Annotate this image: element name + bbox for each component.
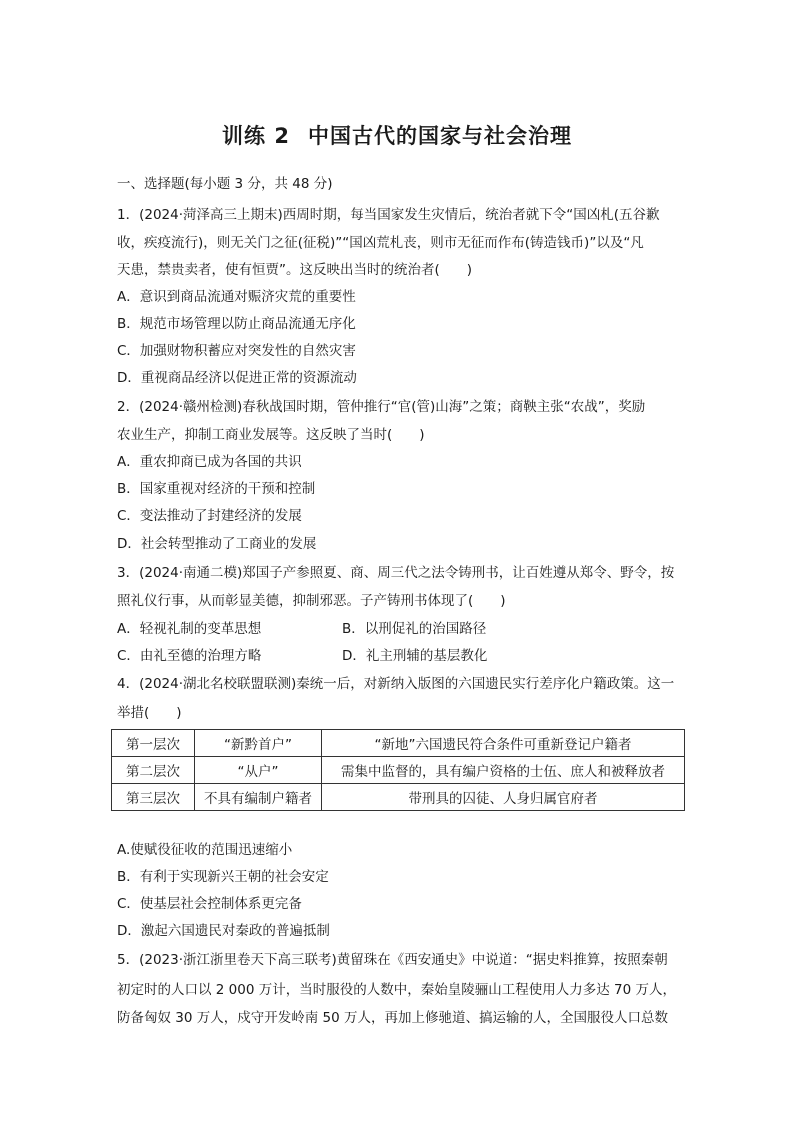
q5-line-1: 5．(2023·浙江浙里卷天下高三联考)黄留珠在《西安通史》中说道：“据史料推算，按照秦朝 (117, 952, 668, 968)
q1-option-a[interactable]: A．意识到商品流通对赈济灾荒的重要性 (117, 289, 356, 305)
q3-option-a[interactable]: A．轻视礼制的变革思想 (117, 621, 262, 637)
table-cell: 第一层次 (112, 730, 195, 757)
q5-line-3: 防备匈奴 30 万人，戍守开发岭南 50 万人，再加上修驰道、搞运输的人，全国服役人口总数 (117, 1010, 669, 1026)
q3-option-b[interactable]: B．以刑促礼的治国路径 (342, 621, 487, 637)
table-cell: “新黔首户” (195, 730, 322, 757)
table-cell: 第二层次 (112, 757, 195, 784)
household-policy-table (111, 729, 685, 811)
q1-line-3: 天患，禁贵卖者，使有恒贾”。这反映出当时的统治者( ) (117, 262, 473, 278)
q1-line-2: 收，疾疫流行)，则无关门之征(征税)”“国凶荒札丧，则市无征而作布(铸造钱币)”以及“凡 (117, 235, 644, 251)
q3-line-2: 照礼仪行事，从而彰显美德，抑制邪恶。子产铸刑书体现了( ) (117, 593, 506, 609)
table-cell: 带刑具的囚徒、人身归属官府者 (322, 784, 685, 811)
q2-line-2: 农业生产，抑制工商业发展等。这反映了当时( ) (117, 427, 425, 443)
table-row (112, 730, 685, 757)
table-cell: “新地”六国遗民符合条件可重新登记户籍者 (322, 730, 685, 757)
title-main: 中国古代的国家与社会治理 (307, 124, 572, 148)
q1-option-c[interactable]: C．加强财物积蓄应对突发性的自然灾害 (117, 343, 356, 359)
q3-option-d[interactable]: D．礼主刑辅的基层教化 (342, 648, 488, 664)
title-prefix: 训练 2 (222, 124, 290, 148)
q2-option-c[interactable]: C．变法推动了封建经济的发展 (117, 508, 302, 524)
q4-option-d[interactable]: D．激起六国遗民对秦政的普遍抵制 (117, 923, 330, 939)
q4-line-2: 举措( ) (117, 705, 182, 721)
table-cell: 不具有编制户籍者 (195, 784, 322, 811)
table-cell: 需集中监督的，具有编户资格的士伍、庶人和被释放者 (322, 757, 685, 784)
q3-line-1: 3．(2024·南通二模)郑国子产参照夏、商、周三代之法令铸刑书，让百姓遵从郑令、野令，按 (117, 565, 675, 581)
table-row (112, 784, 685, 811)
page-title (0, 120, 794, 150)
table-row (112, 757, 685, 784)
q3-option-c[interactable]: C．由礼至德的治理方略 (117, 648, 262, 664)
q1-line-1: 1．(2024·菏泽高三上期末)西周时期，每当国家发生灾情后，统治者就下令“国凶札(五谷歉 (117, 207, 660, 223)
q2-option-d[interactable]: D．社会转型推动了工商业的发展 (117, 536, 317, 552)
q2-option-a[interactable]: A．重农抑商已成为各国的共识 (117, 454, 302, 470)
q4-option-c[interactable]: C．使基层社会控制体系更完备 (117, 896, 302, 912)
q4-option-a[interactable]: A.使赋役征收的范围迅速缩小 (117, 842, 293, 858)
q2-option-b[interactable]: B．国家重视对经济的干预和控制 (117, 481, 316, 497)
section-heading: 一、选择题(每小题 3 分，共 48 分) (117, 176, 333, 192)
table-cell: “从户” (195, 757, 322, 784)
table-cell: 第三层次 (112, 784, 195, 811)
q2-line-1: 2．(2024·赣州检测)春秋战国时期，管仲推行“官(管)山海”之策；商鞅主张“农战”，奖励 (117, 399, 646, 415)
q1-option-b[interactable]: B．规范市场管理以防止商品流通无序化 (117, 316, 356, 332)
q4-option-b[interactable]: B．有利于实现新兴王朝的社会安定 (117, 869, 329, 885)
q4-line-1: 4．(2024·湖北名校联盟联测)秦统一后，对新纳入版图的六国遗民实行差序化户籍政策。这一 (117, 676, 675, 692)
q1-option-d[interactable]: D．重视商品经济以促进正常的资源流动 (117, 370, 357, 386)
q5-line-2: 初定时的人口以 2 000 万计，当时服役的人数中，秦始皇陵骊山工程使用人力多达 70 万人， (117, 982, 676, 998)
